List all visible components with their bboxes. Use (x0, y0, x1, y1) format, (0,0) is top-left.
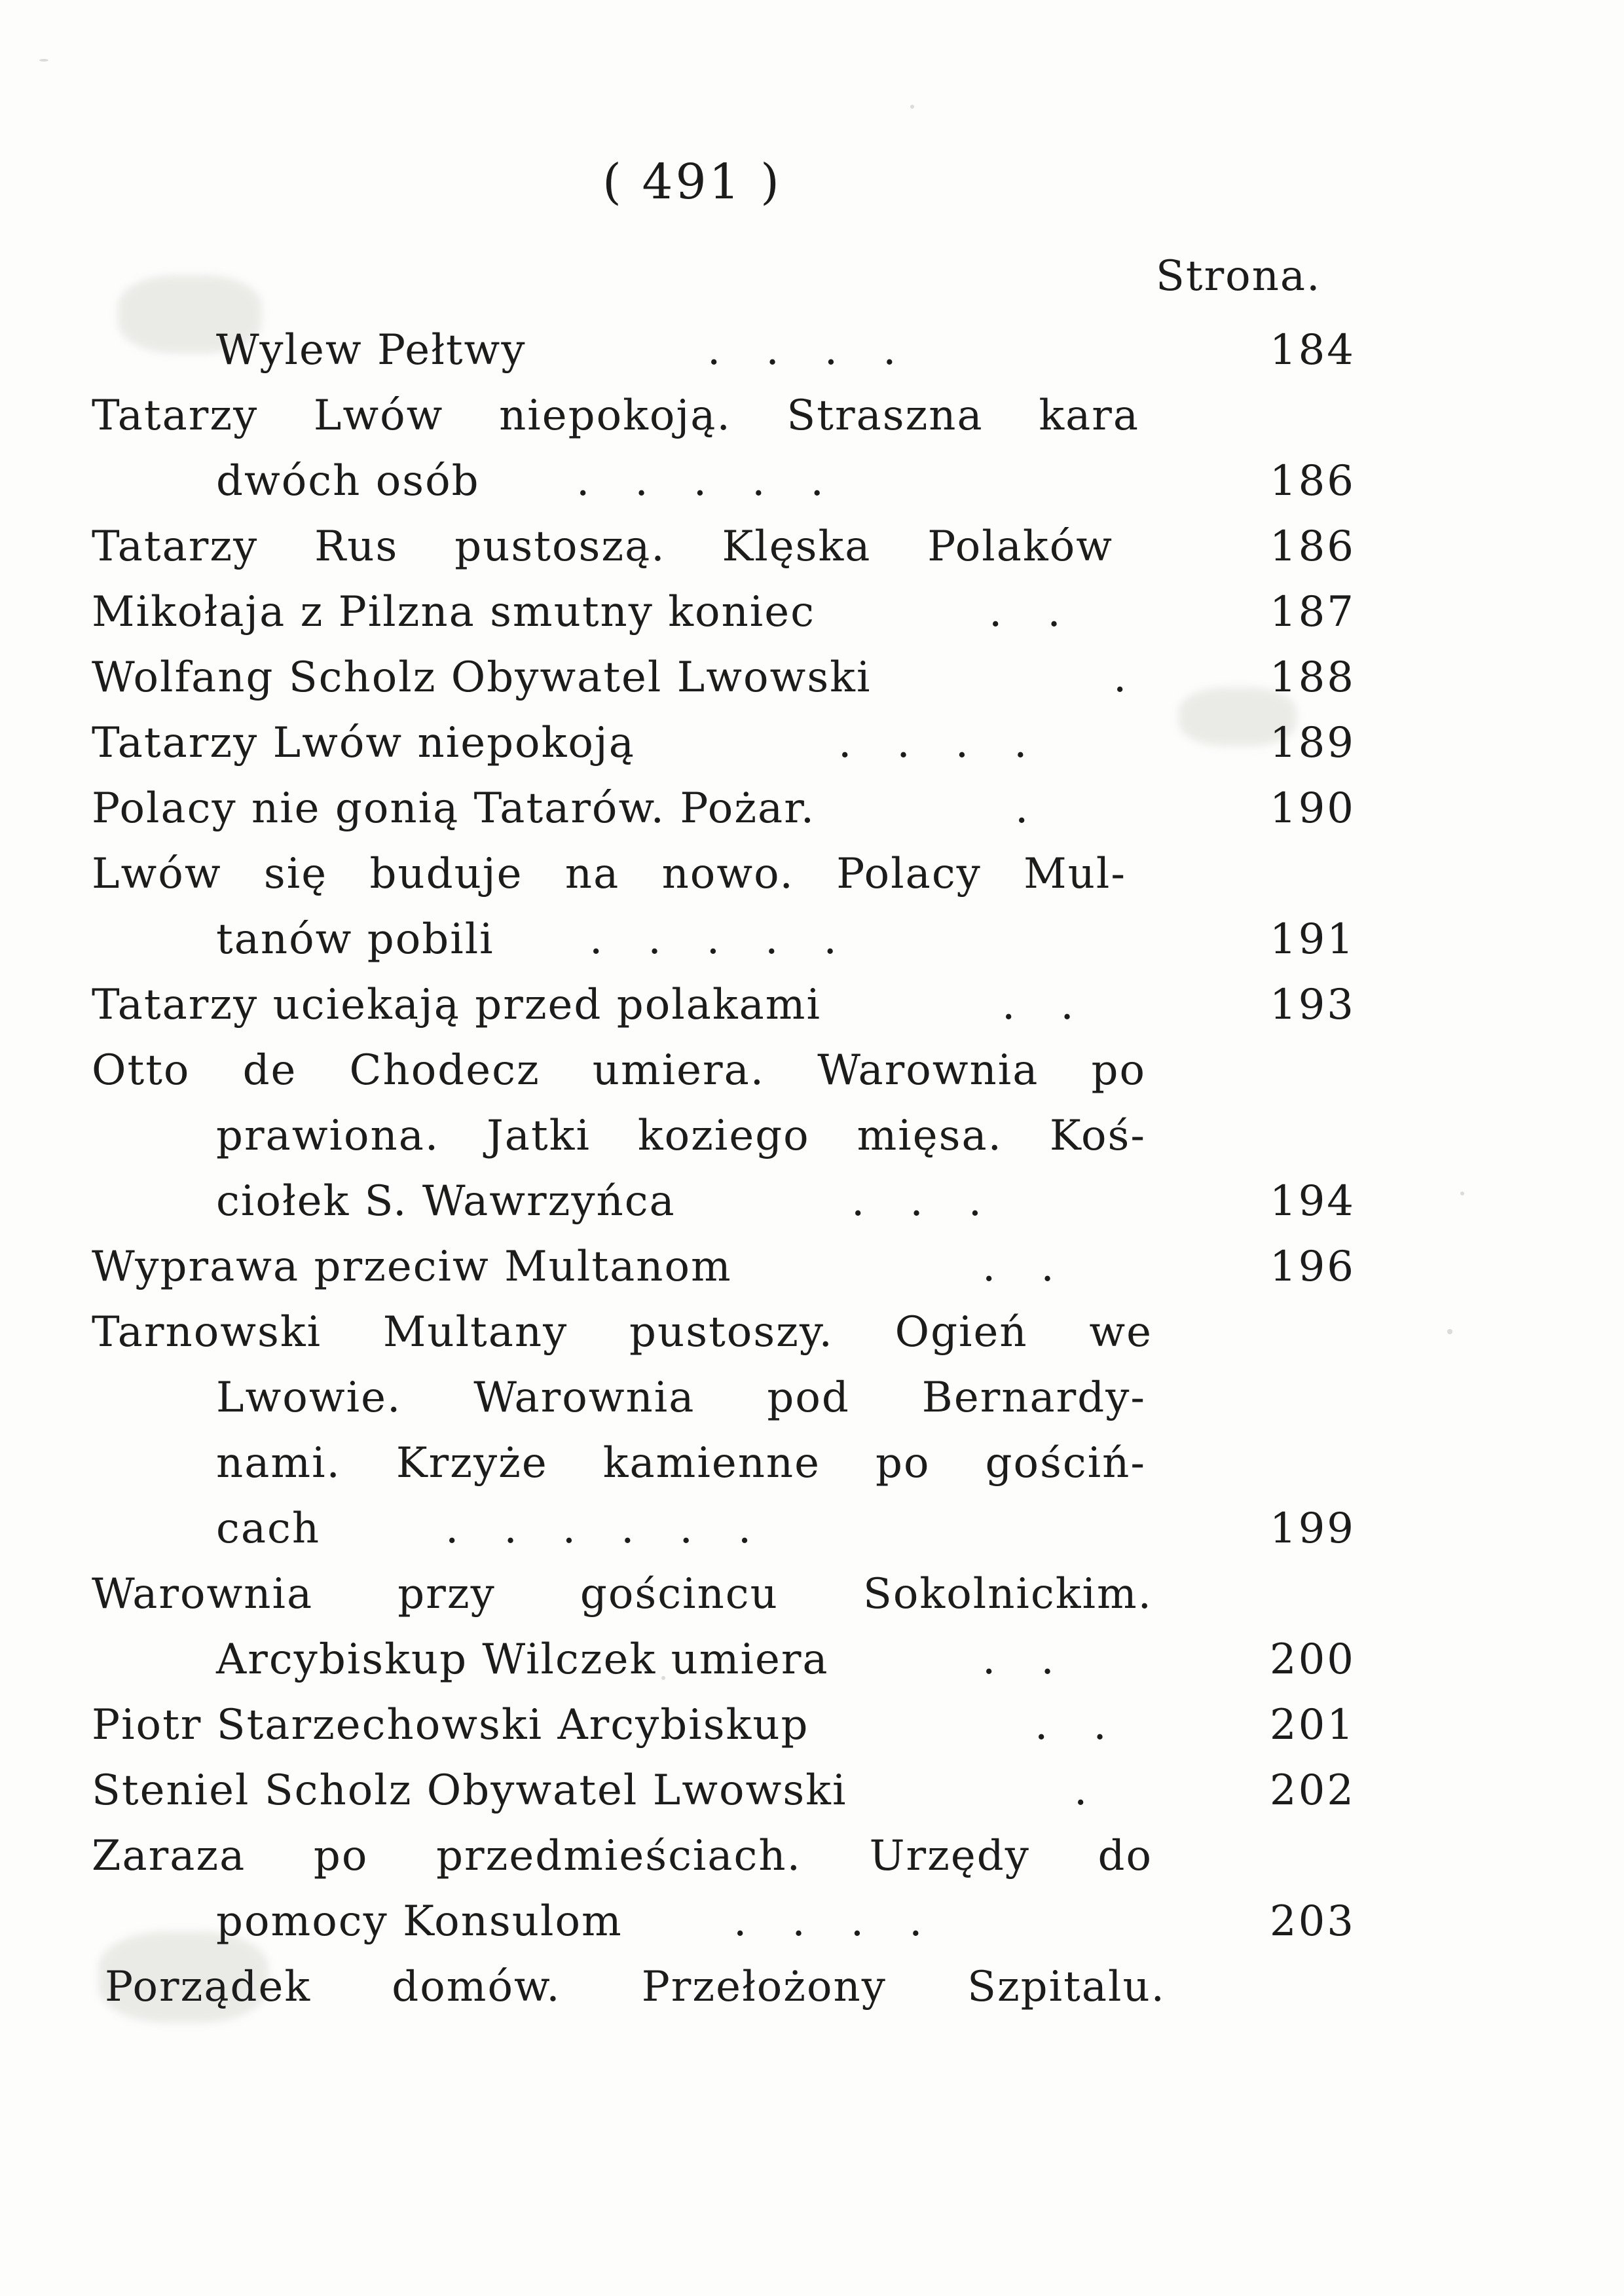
toc-page-number: 187 (1269, 588, 1356, 636)
leader-dots: . . (1035, 1701, 1108, 1749)
toc-page-number: 203 (1269, 1897, 1356, 1946)
toc-page-number: 190 (1269, 784, 1356, 833)
leader-dots: . . . . (733, 1897, 924, 1946)
leader-dots: . . (982, 1243, 1056, 1291)
toc-entry-line: Porządek domów. Przełożony Szpitalu. (105, 1963, 1166, 2011)
leader-dots: . . . . (707, 326, 898, 374)
toc-entry-line: Tatarzy Rus pustoszą. Klęska Polaków (92, 522, 1113, 571)
toc-page-number: 194 (1269, 1177, 1356, 1226)
toc-entry-line: Wylew Pełtwy (216, 326, 526, 374)
toc-entry-line: Steniel Scholz Obywatel Lwowski (92, 1766, 847, 1815)
toc-entry-line: Piotr Starzechowski Arcybiskup (92, 1701, 809, 1749)
toc-page-number: 200 (1269, 1635, 1356, 1684)
toc-page-number: 199 (1269, 1504, 1356, 1553)
leader-dots: . (1113, 653, 1128, 702)
toc-page-number: 189 (1269, 719, 1356, 767)
leader-dots: . . . . . (576, 457, 825, 505)
leader-dots: . (1074, 1766, 1089, 1815)
leader-dots: . . . (851, 1177, 984, 1226)
toc-page-number: 188 (1269, 653, 1356, 702)
toc-page-number: 186 (1269, 457, 1356, 505)
toc-entry-line: prawiona. Jatki koziego mięsa. Koś- (216, 1112, 1146, 1160)
toc-page-number: 184 (1269, 326, 1356, 374)
paper-speck (910, 105, 914, 109)
column-heading: Strona. (1156, 252, 1321, 301)
toc-page-number: 201 (1269, 1701, 1356, 1749)
toc-entry-line: Arcybiskup Wilczek umiera (216, 1635, 829, 1684)
toc-page-number: 191 (1269, 915, 1356, 964)
toc-entry-line: Otto de Chodecz umiera. Warownia po (92, 1046, 1146, 1095)
leader-dots: . . (1002, 981, 1075, 1029)
toc-entry-line: Tatarzy Lwów niepokoją. Straszna kara (92, 392, 1139, 440)
toc-entry-line: Tatarzy Lwów niepokoją (92, 719, 635, 767)
toc-entry-line: cach (216, 1504, 321, 1553)
paper-speck (39, 59, 48, 62)
toc-entry-line: nami. Krzyże kamienne po gościń- (216, 1439, 1146, 1487)
leader-dots: . (1015, 784, 1030, 833)
toc-entry-line: pomocy Konsulom (216, 1897, 623, 1946)
toc-entry-line: tanów pobili (216, 915, 494, 964)
toc-entry-line: ciołek S. Wawrzyńca (216, 1177, 676, 1226)
toc-entry-line: Wyprawa przeciw Multanom (92, 1243, 732, 1291)
toc-entry-line: Polacy nie gonią Tatarów. Pożar. (92, 784, 816, 833)
page-number: ( 491 ) (602, 154, 783, 210)
toc-entry-line: Lwów się buduje na nowo. Polacy Mul- (92, 850, 1126, 898)
toc-entry-line: Wolfang Scholz Obywatel Lwowski (92, 653, 872, 702)
toc-entry-line: Mikołaja z Pilzna smutny koniec (92, 588, 815, 636)
toc-entry-line: Tatarzy uciekają przed polakami (92, 981, 821, 1029)
leader-dots: . . . . . (589, 915, 838, 964)
leader-dots: . . (989, 588, 1062, 636)
paper-speck (1447, 1329, 1452, 1334)
toc-entry-line: Tarnowski Multany pustoszy. Ogień we (92, 1308, 1153, 1357)
leader-dots: . . . . (838, 719, 1029, 767)
toc-page-number: 196 (1269, 1243, 1356, 1291)
toc-page-number: 202 (1269, 1766, 1356, 1815)
leader-dots: . . (982, 1635, 1056, 1684)
toc-entry-line: Warownia przy gościncu Sokolnickim. (92, 1570, 1153, 1618)
toc-page-number: 193 (1269, 981, 1356, 1029)
leader-dots: . . . . . . (445, 1504, 753, 1553)
toc-entry-line: Lwowie. Warownia pod Bernardy- (216, 1374, 1146, 1422)
toc-entry-line: dwóch osób (216, 457, 480, 505)
paper-speck (1460, 1192, 1464, 1195)
toc-page-number: 186 (1269, 522, 1356, 571)
toc-entry-line: Zaraza po przedmieściach. Urzędy do (92, 1832, 1153, 1880)
